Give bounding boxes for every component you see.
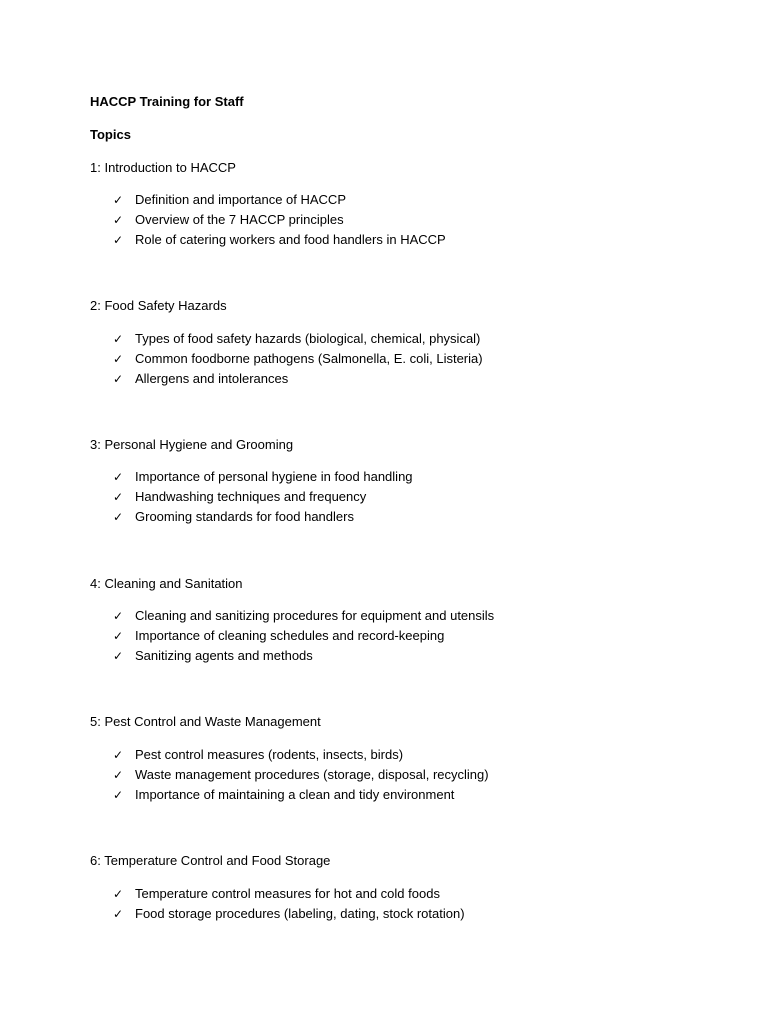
checkmark-icon: ✓	[113, 887, 124, 901]
list-item-text: Importance of personal hygiene in food handling	[135, 469, 413, 484]
list-item	[113, 469, 413, 485]
section-heading: 5: Pest Control and Waste Management	[90, 714, 321, 729]
document-title: HACCP Training for Staff	[90, 94, 244, 109]
checkmark-icon: ✓	[113, 332, 124, 346]
list-item-text: Definition and importance of HACCP	[135, 192, 346, 207]
checkmark-icon: ✓	[113, 510, 124, 524]
list-item-text: Grooming standards for food handlers	[135, 509, 354, 524]
list-item-text: Overview of the 7 HACCP principles	[135, 212, 344, 227]
list-item	[113, 747, 403, 763]
list-item-text: Sanitizing agents and methods	[135, 648, 313, 663]
checkmark-icon: ✓	[113, 470, 124, 484]
list-item-text: Temperature control measures for hot and cold foods	[135, 886, 440, 901]
checkmark-icon: ✓	[113, 609, 124, 623]
list-item	[113, 232, 446, 248]
section-heading: 4: Cleaning and Sanitation	[90, 576, 243, 591]
list-item-text: Importance of cleaning schedules and record-keeping	[135, 628, 445, 643]
list-item-text: Allergens and intolerances	[135, 371, 289, 386]
list-item	[113, 351, 483, 367]
list-item	[113, 331, 480, 347]
list-item	[113, 489, 366, 505]
section-heading: 1: Introduction to HACCP	[90, 160, 236, 175]
list-item	[113, 886, 440, 902]
checkmark-icon: ✓	[113, 233, 124, 247]
list-item-text: Food storage procedures (labeling, dating, stock rotation)	[135, 906, 465, 921]
list-item	[113, 371, 288, 387]
list-item	[113, 212, 344, 228]
list-item	[113, 628, 444, 644]
checkmark-icon: ✓	[113, 788, 124, 802]
topics-heading: Topics	[90, 127, 131, 142]
list-item-text: Role of catering workers and food handlers in HACCP	[135, 232, 446, 247]
list-item-text: Pest control measures (rodents, insects, birds)	[135, 747, 404, 762]
list-item-text: Cleaning and sanitizing procedures for equipment and utensils	[135, 608, 495, 623]
list-item	[113, 192, 346, 208]
list-item-text: Handwashing techniques and frequency	[135, 489, 367, 504]
list-item-text: Waste management procedures (storage, disposal, recycling)	[135, 767, 489, 782]
checkmark-icon: ✓	[113, 768, 124, 782]
section-heading: 2: Food Safety Hazards	[90, 298, 227, 313]
list-item	[113, 906, 465, 922]
checkmark-icon: ✓	[113, 352, 124, 366]
list-item-text: Types of food safety hazards (biological, chemical, physical)	[135, 331, 481, 346]
list-item	[113, 787, 454, 803]
list-item	[113, 509, 354, 525]
checkmark-icon: ✓	[113, 372, 124, 386]
list-item	[113, 767, 489, 783]
list-item-text: Importance of maintaining a clean and tidy environment	[135, 787, 455, 802]
section-heading: 3: Personal Hygiene and Grooming	[90, 437, 294, 452]
list-item	[113, 648, 313, 664]
list-item	[113, 608, 494, 624]
checkmark-icon: ✓	[113, 649, 124, 663]
checkmark-icon: ✓	[113, 490, 124, 504]
list-item-text: Common foodborne pathogens (Salmonella, E. coli, Listeria)	[135, 351, 483, 366]
checkmark-icon: ✓	[113, 907, 124, 921]
checkmark-icon: ✓	[113, 629, 124, 643]
checkmark-icon: ✓	[113, 748, 124, 762]
checkmark-icon: ✓	[113, 193, 124, 207]
section-heading: 6: Temperature Control and Food Storage	[90, 853, 331, 868]
checkmark-icon: ✓	[113, 213, 124, 227]
